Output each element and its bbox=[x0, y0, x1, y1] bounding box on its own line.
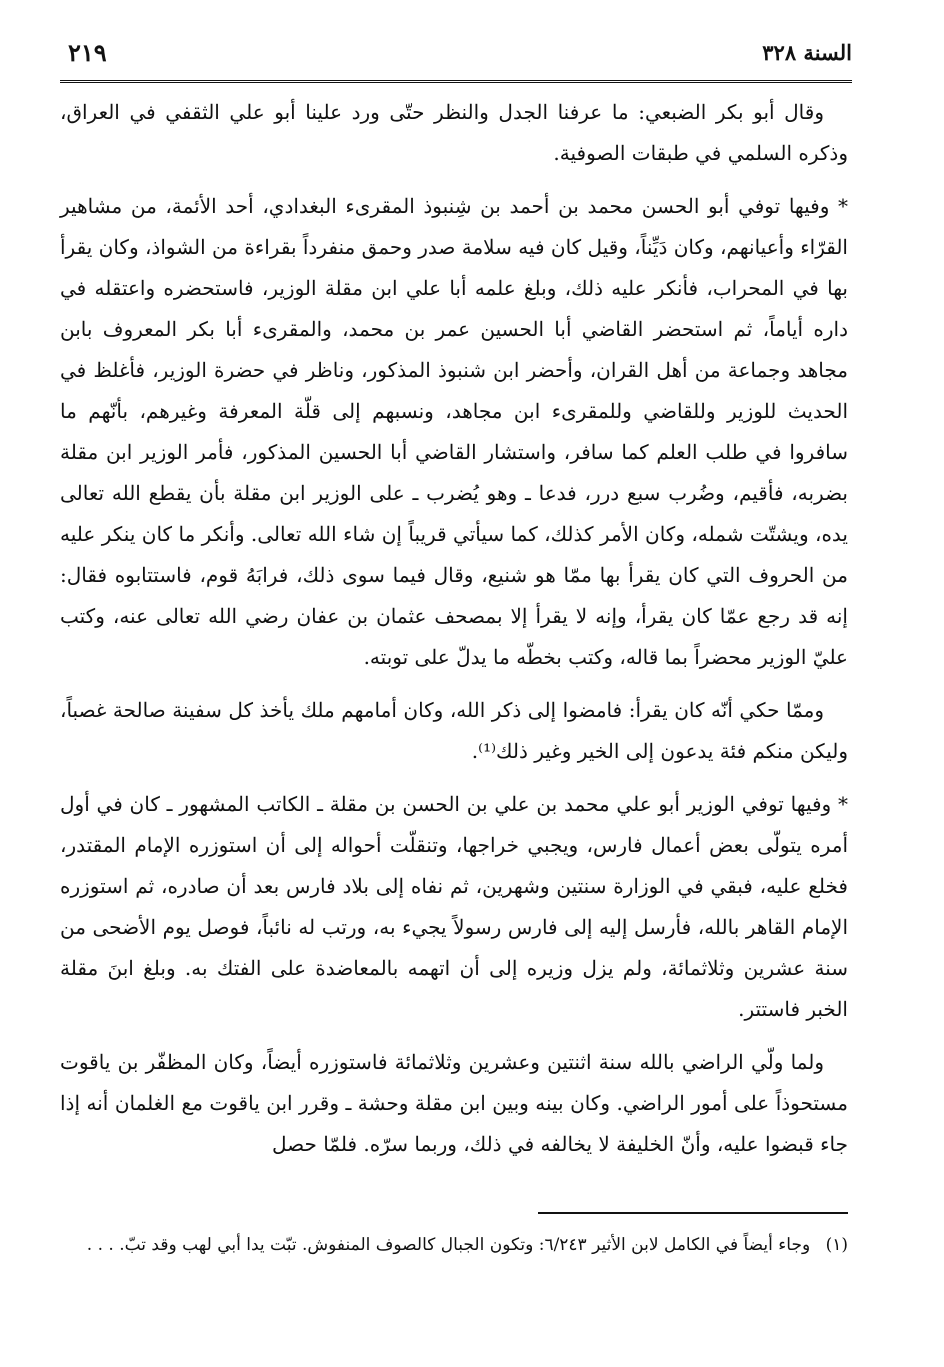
paragraph: وقال أبو بكر الضبعي: ما عرفنا الجدل والنظر حتّى ورد علينا أبو علي الثقفي في العراق، وذكره السلمي في طبقات الصوفية. bbox=[60, 100, 848, 165]
main-text bbox=[60, 92, 848, 1177]
footnote-marker: (١) bbox=[825, 1235, 848, 1255]
footnote-divider bbox=[538, 1212, 848, 1214]
paragraph: * وفيها توفي أبو الحسن محمد بن أحمد بن شِنبوذ المقرىء البغدادي، أحد الأئمة، من مشاهير القرّاء وأعيانهم، وكان دَيِّناً، وقيل كان فيه سلامة صدر وحمق منفرداً بقراءة من الشواذ، وكان يقرأ بها في المحراب، فأنكر عليه ذلك، وبلغ علمه أبا علي ابن مقلة الوزير، فاستحضره واعتقله في داره أياماً، ثم استحضر القاضي أبا الحسين عمر بن محمد، والمقرىء أبا بكر المعروف بابن مجاهد وجماعة من أهل القران، وأحضر ابن شنبوذ المذكور، وناظر في حضرة الوزير، فأغلظ في الحديث للوزير وللقاضي وللمقرىء ابن مجاهد، ونسبهم إلى قلّة المعرفة وغيرهم، بأنّهم ما سافروا في طلب العلم كما سافر، واستشار القاضي أبا الحسين المذكور، فأمر الوزير ابن مقلة بضربه، فأقيم، وضُرب سبع درر، فدعا ـ وهو يُضرب ـ على الوزير ابن مقلة بأن يقطع الله تعالى يده، ويشتّت شمله، وكان الأمر كذلك، كما سيأتي قريباً إن شاء الله تعالى. وأنكر ما كان ينكر عليه من الحروف التي كان يقرأ بها ممّا هو شنيع، وقال فيما سوى ذلك، فرابَهُ قوم، فاستتابوه فقال: إنه قد رجع عمّا كان يقرأ، وإنه لا يقرأ إلا بمصحف عثمان بن عفان رضي الله تعالى عنه، وكتب عليّ الوزير محضراً بما قاله، وكتب بخطّه ما يدلّ على توبته. bbox=[60, 194, 848, 669]
page-header bbox=[60, 38, 852, 83]
page-number: ٢١٩ bbox=[68, 38, 107, 67]
footnote bbox=[60, 1228, 848, 1262]
running-head: السنة ٣٢٨ bbox=[762, 40, 852, 65]
paragraph: ولما ولّي الراضي بالله سنة اثنتين وعشرين وثلاثمائة فاستوزره أيضاً، وكان المظفّر بن ياقوت مستحوذاً على أمور الراضي. وكان بينه وبين ابن مقلة وحشة ـ وقرر ابن ياقوت مع الغلمان أنه إذا جاء قبضوا عليه، وأنّ الخليفة لا يخالفه في ذلك، وربما سرّه. فلمّا حصل bbox=[60, 1050, 848, 1156]
footnote-text: وجاء أيضاً في الكامل لابن الأثير ٦/٢٤٣: وتكون الجبال كالصوف المنفوش. تبّت يدا أبي لهب وقد تبّ. . . . bbox=[86, 1235, 811, 1255]
paragraph: وممّا حكي أنّه كان يقرأ: فامضوا إلى ذكر الله، وكان أمامهم ملك يأخذ كل سفينة صالحة غصباً، وليكن منكم فئة يدعون إلى الخير وغير ذلك⁽¹⁾. bbox=[60, 698, 848, 763]
paragraph: * وفيها توفي الوزير أبو علي محمد بن علي بن الحسن بن مقلة ـ الكاتب المشهور ـ كان في أول أمره يتولّى بعض أعمال فارس، ويجبي خراجها، وتنقلّت أحواله إلى أن استوزره الإمام المقتدر، فخلع عليه، فبقي في الوزارة سنتين وشهرين، ثم نفاه إلى بلاد فارس بعد أن صادره، ثم استوزره الإمام القاهر بالله، فأرسل إليه إلى فارس رسولاً يجيء به، ورتب له نائباً، فوصل يوم الأضحى من سنة عشرين وثلاثمائة، ولم يزل وزيره إلى أن اتهمه بالمعاضدة على الفتك به. وبلغ ابنَ مقلة الخبر فاستتر. bbox=[60, 792, 848, 1021]
